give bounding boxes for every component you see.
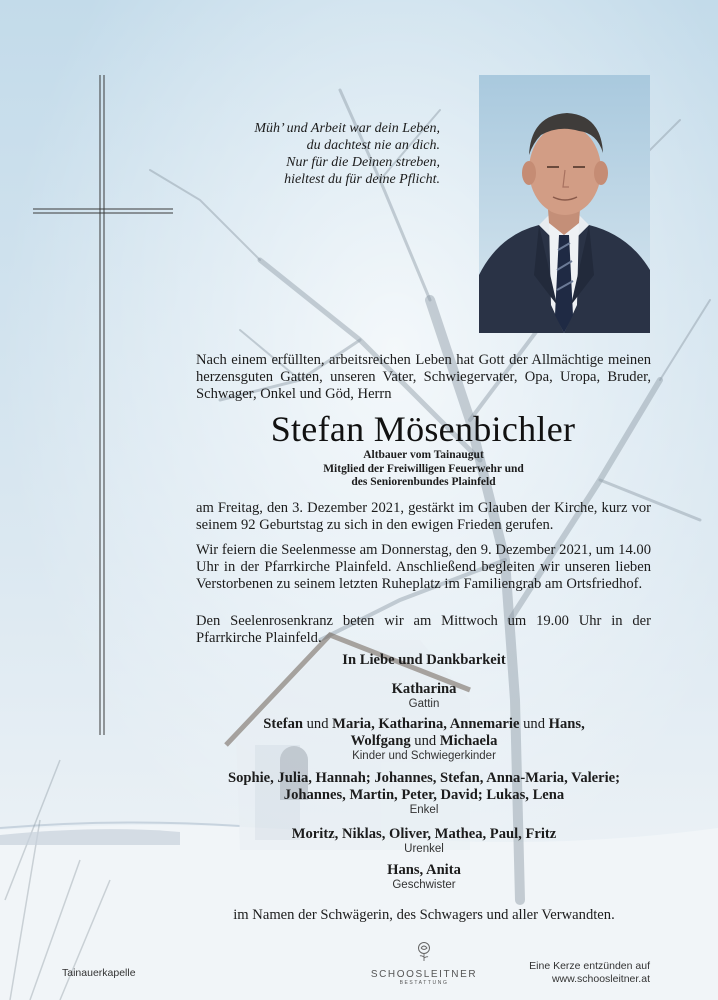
conjunction: und: [519, 716, 549, 732]
mourner-names: Johannes, Martin, Peter, David; Lukas, Lena: [283, 787, 565, 803]
mourner-group-great-grandchildren: [130, 826, 718, 856]
mourner-role: Enkel: [409, 804, 439, 816]
photo-caption: Tainauerkapelle: [62, 967, 136, 979]
mourner-group-wife: [130, 681, 718, 711]
poem-line: hieltest du für deine Pflicht.: [284, 172, 440, 187]
mourner-role: Kinder und Schwiegerkinder: [352, 750, 496, 762]
mourner-group-grandchildren: [130, 770, 718, 817]
closing-line: im Namen der Schwägerin, des Schwagers und aller Verwandten.: [233, 907, 615, 923]
deceased-titles: [196, 449, 651, 490]
intro-text: Nach einem erfüllten, arbeitsreichen Leben hat Gott der Allmächtige meinen herzensguten Gatten, unseren Vater, Schwiegervater, Opa, Uropa, Bruder, Schwager, Onkel und Göd, Herrn: [196, 352, 651, 402]
mourner-names: Moritz, Niklas, Oliver, Mathea, Paul, Fritz: [291, 826, 557, 842]
child-name: Maria, Katharina, Annemarie: [332, 716, 520, 732]
cross-symbol: [0, 0, 200, 760]
mourner-group-children: [130, 716, 718, 763]
brand-name: SCHOOSLEITNER: [370, 969, 478, 980]
title-line: Mitglied der Freiwilligen Feuerwehr und: [323, 462, 524, 475]
mourner-role: Gattin: [408, 698, 440, 710]
child-name: Stefan: [263, 716, 303, 732]
portrait-photo: [479, 75, 650, 333]
title-line: des Seniorenbundes Plainfeld: [351, 476, 496, 488]
mass-paragraph: Wir feiern die Seelenmesse am Donnerstag, den 9. Dezember 2021, um 14.00 Uhr in der Pfarrkirche Plainfeld. Anschließend begleiten wir unseren lieben Verstorbenen zu seinem letzten Ruheplatz im Familiengrab am Ortsfriedhof.: [196, 542, 651, 592]
poem-line: Nur für die Deinen streben,: [286, 155, 440, 170]
child-name: Michaela: [439, 733, 498, 749]
rose-icon: [413, 940, 435, 962]
rosary-paragraph: Den Seelenrosenkranz beten wir am Mittwoch um 19.00 Uhr in der Pfarrkirche Plainfeld.: [196, 613, 651, 646]
mourner-names: Katharina: [391, 681, 457, 697]
mourner-role: Geschwister: [392, 879, 456, 891]
mourner-names: [130, 716, 718, 733]
poem-line: du dachtest nie an dich.: [306, 138, 440, 153]
child-name: Wolfgang: [350, 733, 411, 749]
website-link[interactable]: www.schoosleitner.at: [551, 973, 650, 985]
mourner-names: Hans, Anita: [387, 862, 461, 878]
poem-line: Müh’ und Arbeit war dein Leben,: [254, 121, 440, 136]
candle-notice: [529, 960, 650, 986]
mourner-group-siblings: [130, 862, 718, 892]
brand-subtitle: BESTATTUNG: [399, 980, 449, 986]
conjunction: und: [410, 733, 440, 749]
title-line: Altbauer vom Tainaugut: [363, 449, 484, 461]
mourner-names: [130, 733, 718, 750]
deceased-name: Stefan Mösenbichler: [270, 409, 576, 449]
mourner-names: Sophie, Julia, Hannah; Johannes, Stefan, Anna-Maria, Valerie;: [227, 770, 621, 786]
conjunction: und: [302, 716, 333, 732]
death-paragraph: am Freitag, den 3. Dezember 2021, gestärkt im Glauben der Kirche, kurz vor seinem 92 Geburtstag zu sich in den ewigen Frieden gerufen.: [196, 500, 651, 533]
mourner-role: Urenkel: [404, 843, 444, 855]
gratitude-heading: In Liebe und Dankbarkeit: [342, 652, 506, 668]
poem: [190, 120, 440, 188]
brand-logo: [369, 940, 479, 986]
candle-text: Eine Kerze entzünden auf: [529, 960, 650, 972]
child-name: Hans,: [548, 716, 585, 732]
